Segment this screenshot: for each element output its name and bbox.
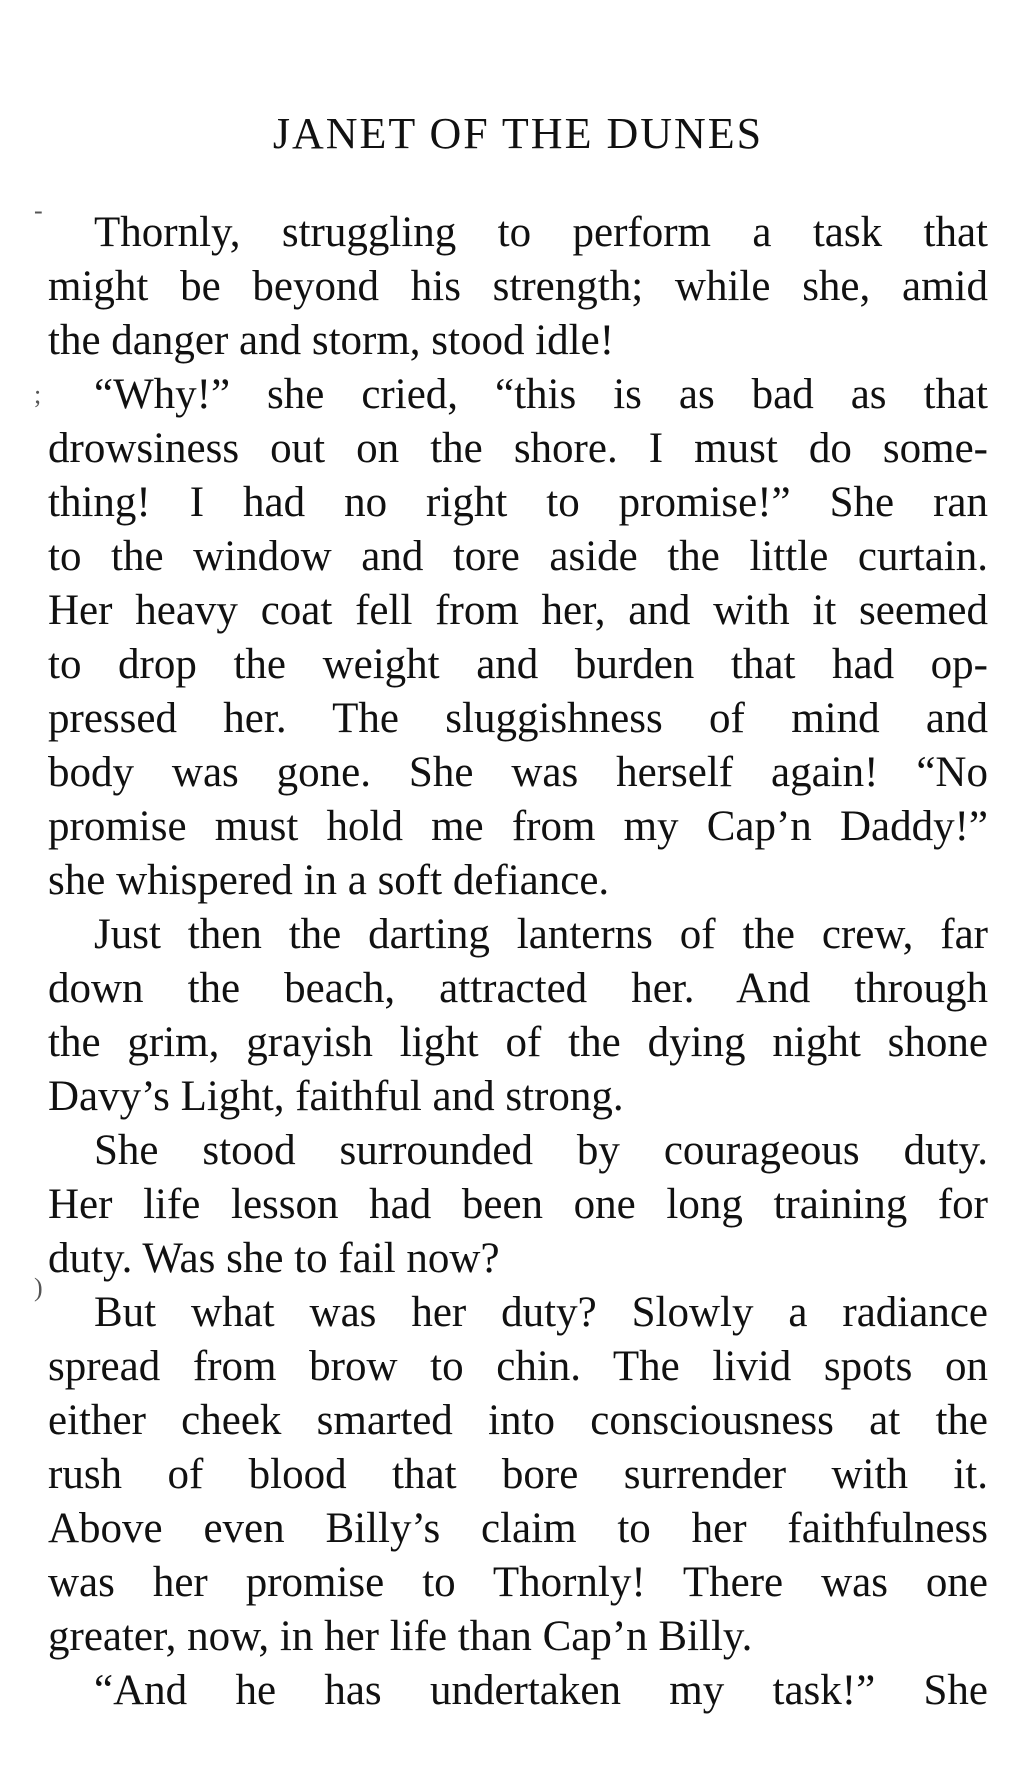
text-line: Davy’s Light, faithful and strong. (48, 1073, 624, 1120)
paragraph-1 (48, 206, 988, 368)
margin-dash-mark: - (34, 196, 43, 225)
text-line: either cheek smarted into consciousness at the (48, 1397, 988, 1444)
paragraph-2 (48, 368, 988, 908)
text-line: to drop the weight and burden that had op- (48, 641, 988, 688)
paragraph-4 (48, 1124, 988, 1286)
text-line: to the window and tore aside the little curtain. (48, 533, 988, 580)
text-line: greater, now, in her life than Cap’n Billy. (48, 1613, 753, 1660)
text-line: thing! I had no right to promise!” She ran (48, 479, 988, 526)
text-line: promise must hold me from my Cap’n Daddy!” (48, 803, 988, 850)
text-line: Her heavy coat fell from her, and with it seemed (48, 587, 988, 634)
text-line: spread from brow to chin. The livid spots on (48, 1343, 988, 1390)
text-line: pressed her. The sluggishness of mind and (48, 695, 988, 742)
running-title: JANET OF THE DUNES (272, 109, 764, 158)
text-line: “And he has undertaken my task!” She (94, 1667, 988, 1714)
text-line: rush of blood that bore surrender with it. (48, 1451, 988, 1498)
text-line: “Why!” she cried, “this is as bad as that (94, 371, 988, 418)
text-line: the danger and storm, stood idle! (48, 317, 615, 364)
text-line: Just then the darting lanterns of the crew, far (94, 911, 988, 958)
paragraph-6 (48, 1664, 988, 1718)
text-line: She stood surrounded by courageous duty. (94, 1127, 988, 1174)
text-line: But what was her duty? Slowly a radiance (94, 1289, 988, 1336)
text-line: Thornly, struggling to perform a task that (94, 209, 988, 256)
text-line: she whispered in a soft defiance. (48, 857, 610, 904)
text-line: was her promise to Thornly! There was one (48, 1559, 988, 1606)
paragraph-3 (48, 908, 988, 1124)
text-line: duty. Was she to fail now? (48, 1235, 500, 1282)
margin-tick-mark: ; (34, 380, 42, 409)
body-text (48, 206, 988, 1718)
text-line: body was gone. She was herself again! “No (48, 749, 988, 796)
text-line: Above even Billy’s claim to her faithfulness (48, 1505, 988, 1552)
margin-bracket-mark: ) (34, 1273, 43, 1302)
text-line: the grim, grayish light of the dying night shone (48, 1019, 988, 1066)
text-line: Her life lesson had been one long training for (48, 1181, 988, 1228)
paragraph-5 (48, 1286, 988, 1664)
text-line: might be beyond his strength; while she, amid (48, 263, 988, 310)
text-line: drowsiness out on the shore. I must do some- (48, 425, 988, 472)
text-line: down the beach, attracted her. And through (48, 965, 988, 1012)
